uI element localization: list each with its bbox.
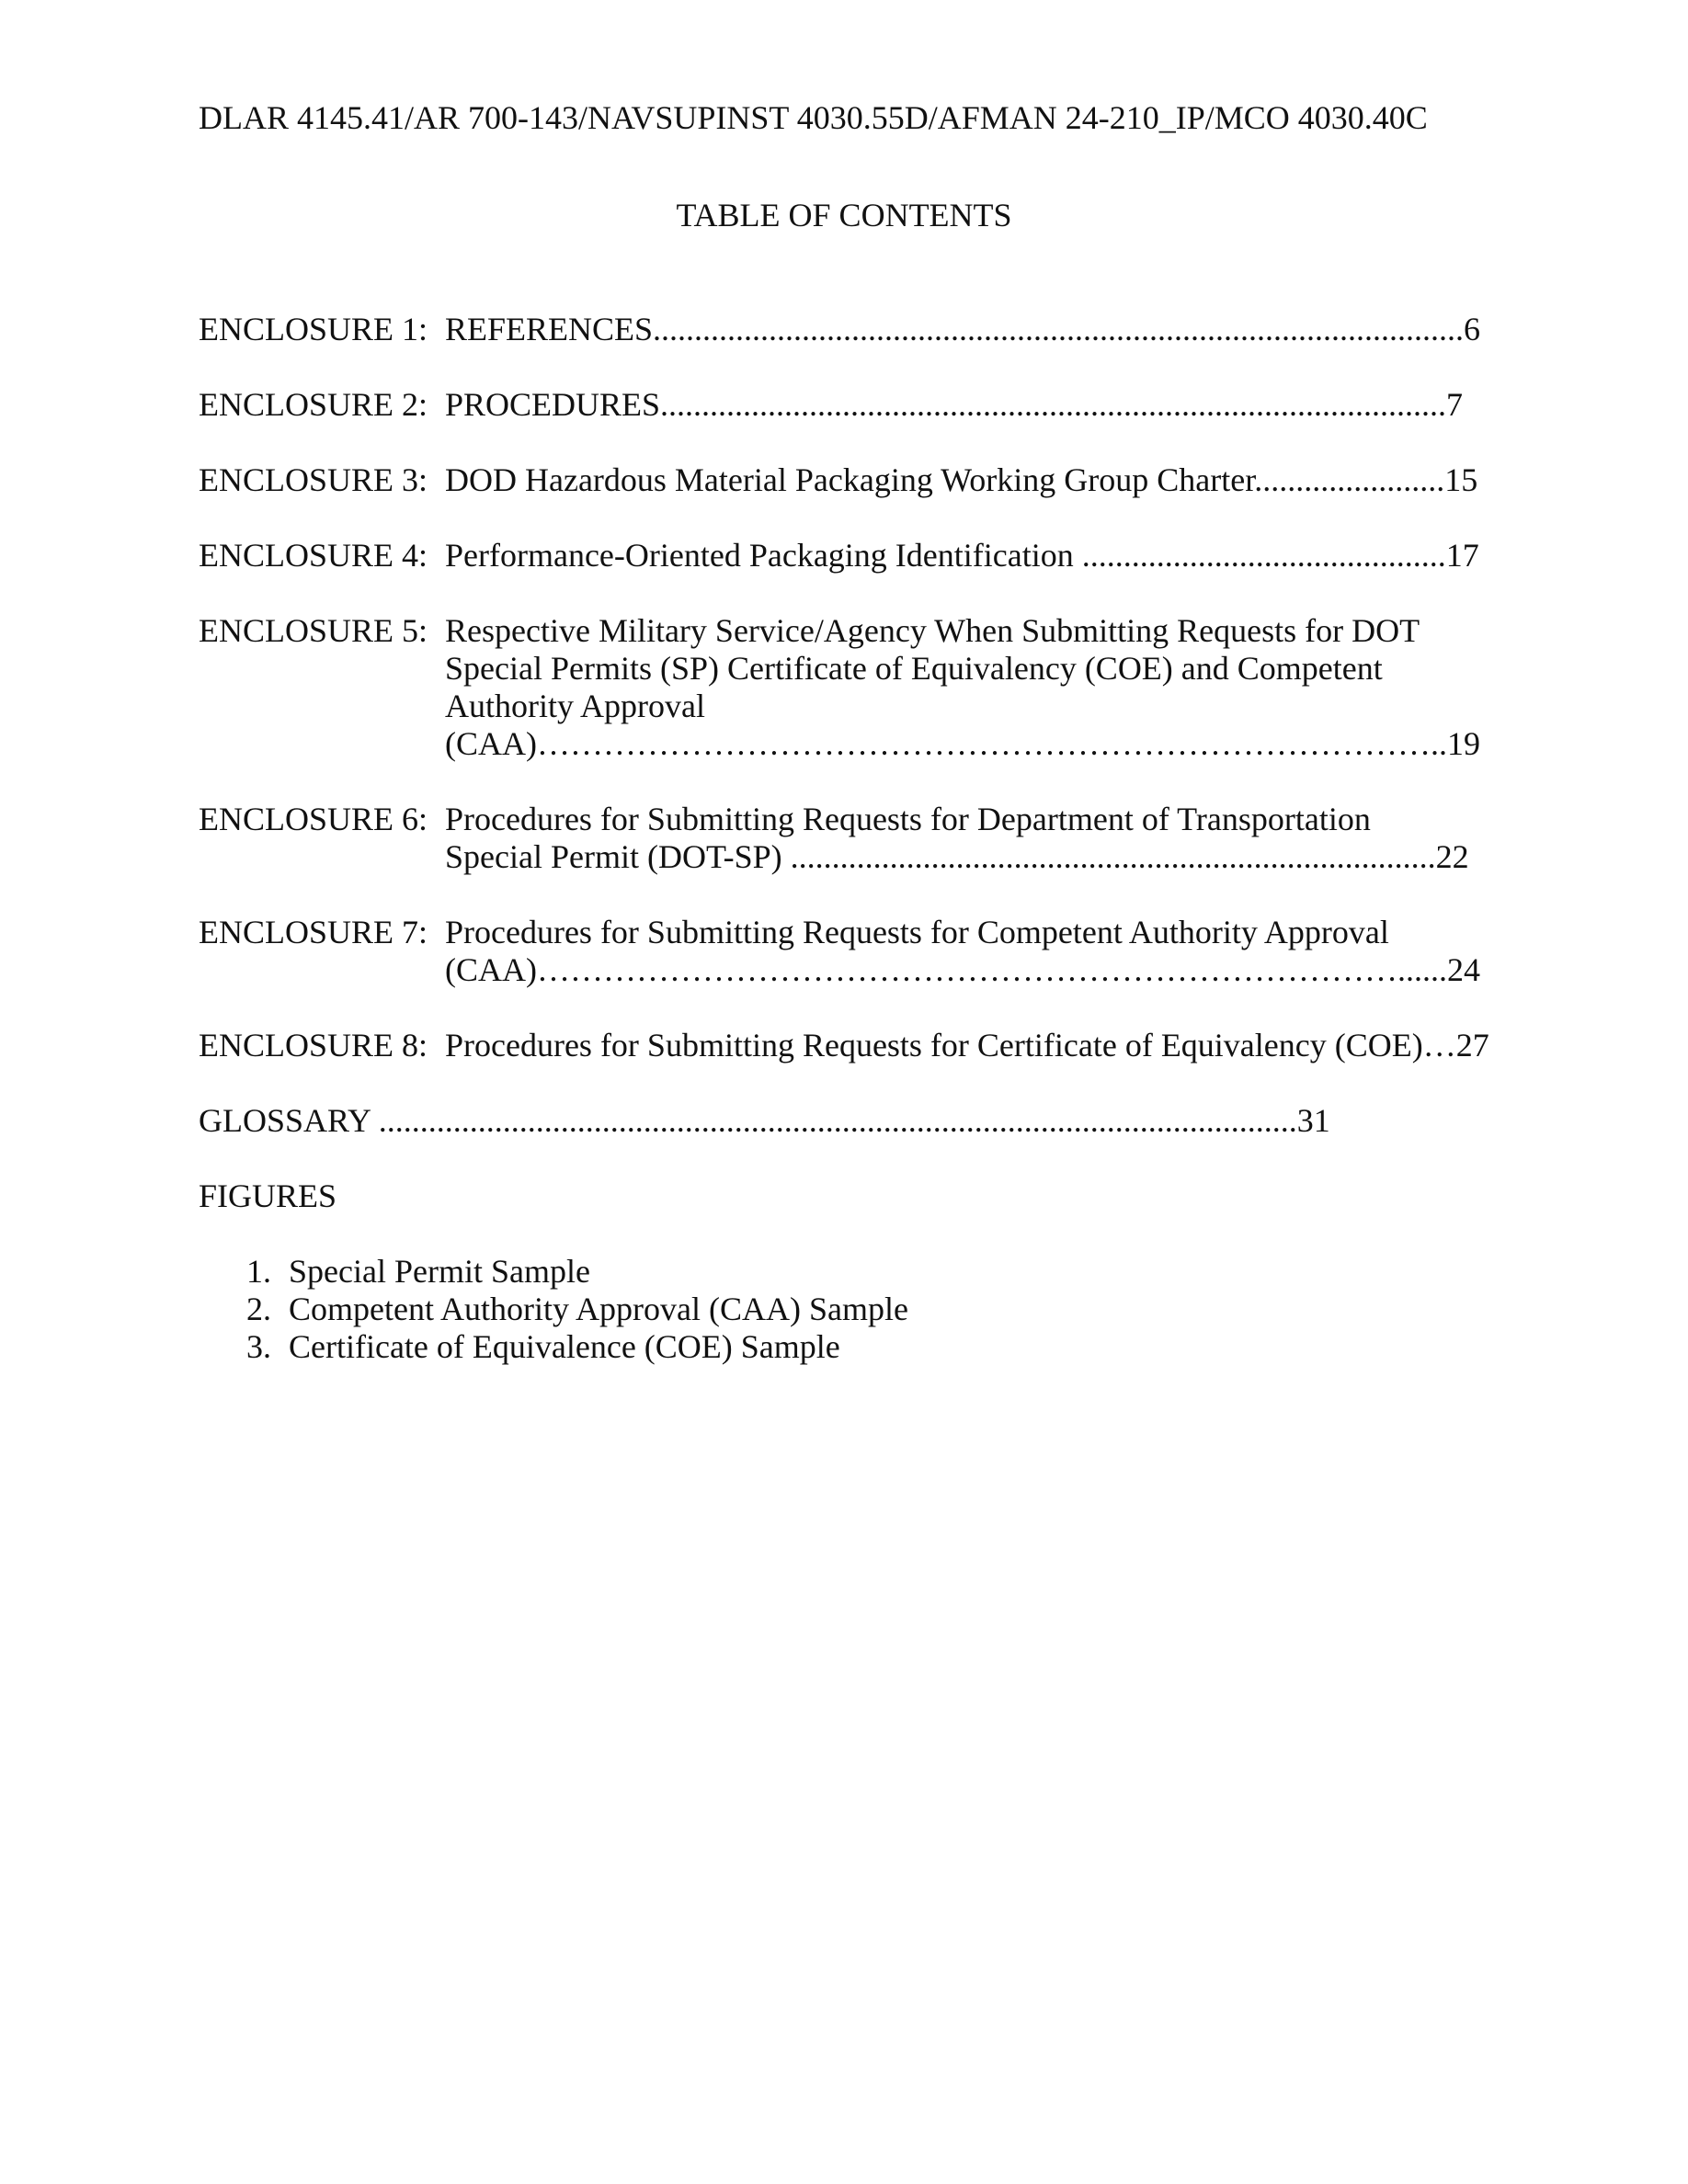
figure-title: Competent Authority Approval (CAA) Sample — [289, 1291, 908, 1327]
toc-entry-label: ENCLOSURE 5: — [199, 612, 428, 649]
toc-entry-tail: Special Permit (DOT-SP) ..............................................................................22 — [445, 838, 1469, 875]
toc-entry-label: ENCLOSURE 6: — [199, 801, 428, 837]
toc-entry-label: ENCLOSURE 3: — [199, 461, 428, 498]
toc-entry-glossary[interactable]: GLOSSARY ...............................................................................................................31 — [199, 1102, 1330, 1139]
toc-entry-line: Authority Approval — [445, 688, 705, 724]
toc-entry-tail: PROCEDURES...............................................................................................7 — [445, 386, 1464, 423]
toc-entry-line: Special Permits (SP) Certificate of Equivalency (COE) and Competent — [445, 650, 1383, 687]
toc-entry-label: ENCLOSURE 4: — [199, 537, 428, 574]
toc-entry-enclosure-7[interactable] — [199, 914, 1486, 989]
toc-entry-label: ENCLOSURE 2: — [199, 386, 428, 423]
toc-entry-tail: (CAA)……………………………………………………………………......24 — [445, 951, 1480, 988]
figure-title: Special Permit Sample — [289, 1253, 590, 1290]
toc-entry-text — [445, 612, 1486, 763]
toc-entry-text — [445, 537, 1486, 574]
toc-entry-tail: Procedures for Submitting Requests for Certificate of Equivalency (COE)…27 — [445, 1027, 1489, 1064]
figure-number: 2. — [246, 1291, 271, 1327]
toc-entry-tail: Performance-Oriented Packaging Identification ............................................17 — [445, 537, 1479, 574]
toc-entry-enclosure-5[interactable] — [199, 612, 1486, 763]
toc-entry-tail: DOD Hazardous Material Packaging Working Group Charter.......................15 — [445, 461, 1478, 498]
figure-title: Certificate of Equivalence (COE) Sample — [289, 1328, 840, 1365]
toc-entry-text — [445, 386, 1486, 424]
toc-title: TABLE OF CONTENTS — [676, 197, 1012, 233]
toc-entry-text — [445, 311, 1486, 348]
figure-number: 1. — [246, 1253, 271, 1290]
toc-entry-text — [445, 1027, 1489, 1064]
toc-entry-enclosure-6[interactable] — [199, 801, 1486, 876]
figure-item[interactable] — [199, 1291, 1486, 1328]
toc-list — [199, 311, 1489, 1366]
toc-entry-enclosure-2[interactable] — [199, 386, 1486, 424]
toc-entry-label: ENCLOSURE 1: — [199, 311, 428, 347]
toc-entry-text — [445, 914, 1486, 989]
toc-entry-enclosure-4[interactable] — [199, 537, 1486, 574]
toc-entry-line: Respective Military Service/Agency When Submitting Requests for DOT — [445, 612, 1420, 649]
toc-entry-enclosure-1[interactable] — [199, 311, 1486, 348]
toc-entry-enclosure-8[interactable] — [199, 1027, 1489, 1064]
figure-item[interactable] — [199, 1253, 1486, 1291]
toc-entry-label: ENCLOSURE 8: — [199, 1027, 428, 1064]
toc-entry-tail: REFERENCES..................................................................................................6 — [445, 311, 1481, 347]
toc-entry-text — [445, 801, 1486, 876]
document-header: DLAR 4145.41/AR 700-143/NAVSUPINST 4030.55D/AFMAN 24-210_IP/MCO 4030.40C — [199, 99, 1428, 136]
toc-entry-text — [445, 461, 1486, 499]
toc-entry-line: Procedures for Submitting Requests for Department of Transportation — [445, 801, 1371, 837]
figures-list — [199, 1253, 1486, 1366]
figure-number: 3. — [246, 1328, 271, 1365]
toc-entry-line: Procedures for Submitting Requests for Competent Authority Approval — [445, 914, 1389, 950]
figure-item[interactable] — [199, 1328, 1486, 1366]
toc-entry-enclosure-3[interactable] — [199, 461, 1486, 499]
toc-entry-label: ENCLOSURE 7: — [199, 914, 428, 950]
figures-heading: FIGURES — [199, 1177, 337, 1214]
toc-entry-tail: (CAA)………………………………………………………………………..19 — [445, 725, 1480, 762]
